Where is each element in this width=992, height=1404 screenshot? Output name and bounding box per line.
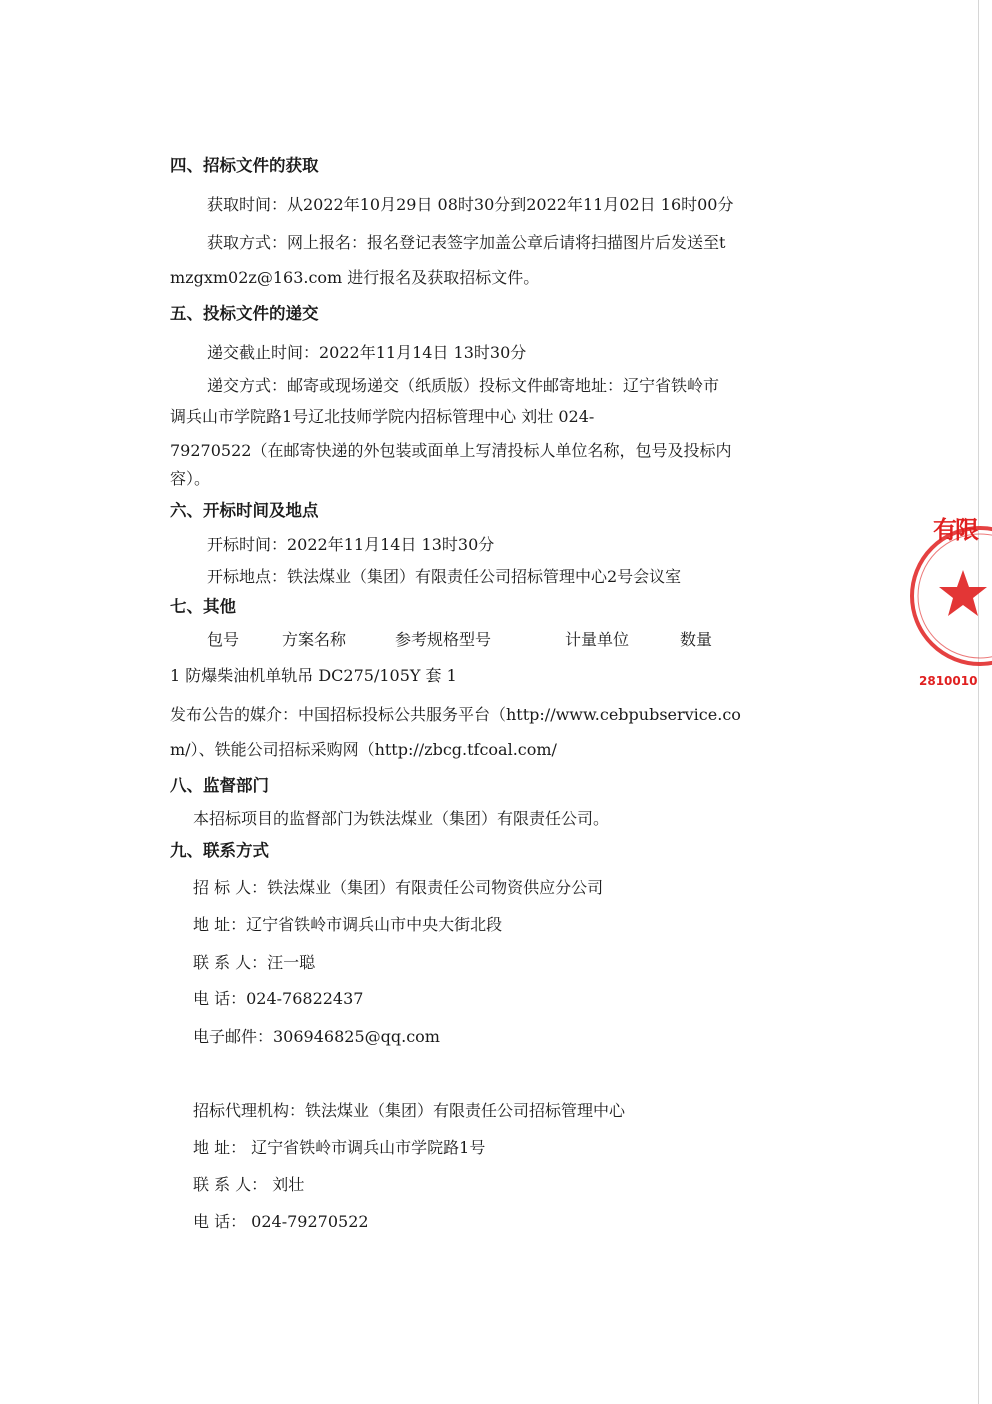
s4-acquire-time: 获取时间：从2022年10月29日 08时30分到2022年11月02日 16时00分 [207, 195, 734, 214]
agency-name: 招标代理机构：铁法煤业（集团）有限责任公司招标管理中心 [193, 1101, 626, 1120]
s5-note-cont: 容）。 [170, 469, 211, 488]
agency-phone: 电 话： 024-79270522 [193, 1212, 369, 1231]
section-6-heading: 六、开标时间及地点 [170, 501, 319, 520]
seal-star-icon [939, 570, 987, 616]
table-header-qty: 数量 [680, 630, 713, 649]
s7-media: 发布公告的媒介：中国招标投标公共服务平台（http://www.cebpubservice.co [170, 705, 741, 724]
section-8-heading: 八、监督部门 [170, 776, 269, 795]
s5-deadline: 递交截止时间：2022年11月14日 13时30分 [207, 343, 527, 362]
s8-supervisor: 本招标项目的监督部门为铁法煤业（集团）有限责任公司。 [193, 809, 610, 828]
company-seal [905, 478, 992, 708]
s5-note: 79270522（在邮寄快递的外包装或面单上写清投标人单位名称，包号及投标内 [170, 441, 732, 460]
section-9-heading: 九、联系方式 [170, 841, 269, 860]
s5-address: 调兵山市学院路1号辽北技师学院内招标管理中心 刘壮 024- [170, 407, 595, 426]
seal-text-bottom: 2810010 [919, 674, 978, 688]
s4-acquire-method-cont: mzgxm02z@163.com 进行报名及获取招标文件。 [170, 268, 540, 287]
section-4-heading: 四、招标文件的获取 [170, 156, 319, 175]
tenderer-email: 电子邮件：306946825@qq.com [193, 1027, 440, 1046]
s6-open-time: 开标时间：2022年11月14日 13时30分 [207, 535, 495, 554]
agency-address: 地 址： 辽宁省铁岭市调兵山市学院路1号 [193, 1138, 486, 1157]
table-header-plan: 方案名称 [282, 630, 347, 649]
section-7-heading: 七、其他 [170, 597, 236, 616]
s6-open-place: 开标地点：铁法煤业（集团）有限责任公司招标管理中心2号会议室 [207, 567, 682, 586]
s5-method: 递交方式：邮寄或现场递交（纸质版）投标文件邮寄地址：辽宁省铁岭市 [207, 376, 720, 395]
tenderer-contact: 联 系 人：汪一聪 [193, 953, 316, 972]
s4-acquire-method: 获取方式：网上报名：报名登记表签字加盖公章后请将扫描图片后发送至t [207, 233, 726, 252]
table-header-package: 包号 [207, 630, 240, 649]
section-5-heading: 五、投标文件的递交 [170, 304, 319, 323]
agency-contact: 联 系 人： 刘壮 [193, 1175, 305, 1194]
table-row: 1 防爆柴油机单轨吊 DC275/105Y 套 1 [170, 666, 457, 685]
seal-text-top: 有限 [933, 516, 977, 544]
table-header-unit: 计量单位 [565, 630, 630, 649]
s7-media-cont: m/）、铁能公司招标采购网（http://zbcg.tfcoal.com/ [170, 740, 557, 759]
tenderer-name: 招 标 人：铁法煤业（集团）有限责任公司物资供应分公司 [193, 878, 604, 897]
table-header-spec: 参考规格型号 [395, 630, 492, 649]
tenderer-address: 地 址：辽宁省铁岭市调兵山市中央大街北段 [193, 915, 503, 934]
tenderer-phone: 电 话：024-76822437 [193, 989, 364, 1008]
